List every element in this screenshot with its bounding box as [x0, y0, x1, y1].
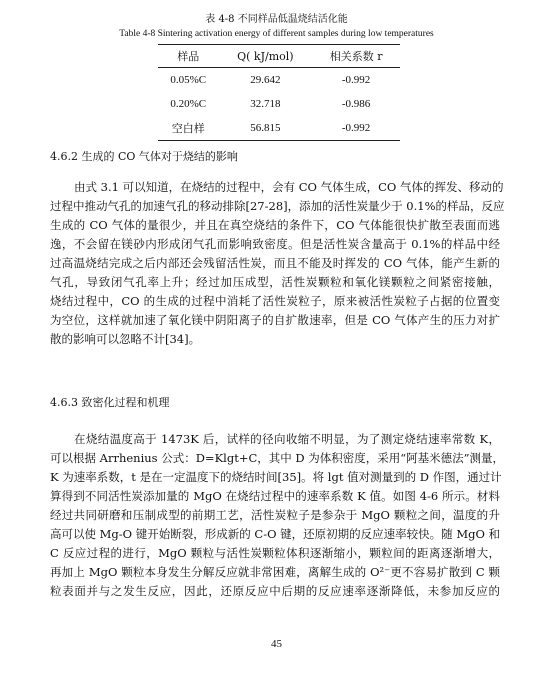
column-header-r: 相关系数 r [312, 45, 400, 68]
table-cell: 56.815 [250, 122, 281, 134]
table-cell: 32.718 [250, 98, 281, 110]
page-number: 45 [271, 638, 282, 650]
paragraph-line: 烧结过程中，CO 的生成的过程中消耗了活性炭粒子，原来被活性炭粒子占据的位置变 [50, 294, 500, 308]
paragraph-line: 为空位，这样就加速了氧化镁中阴阳离子的自扩散速率，但是 CO 气体产生的压力对扩 [50, 313, 500, 327]
table-cell: -0.986 [341, 98, 371, 110]
paragraph-line: 高可以使 Mg-O 键开始断裂，形成新的 C-O 键，还原初期的反应速率较快。随 MgO 和 [50, 527, 501, 541]
paragraph-line: 粒表面并与之发生反应，因此，还原反应中后期的反应速率逐渐降低，未参加反应的 [50, 584, 500, 598]
paragraph-line: 过高温烧结完成之后内部还会残留活性炭，而且不能及时挥发的 CO 气体，能产生新的 [50, 256, 500, 270]
table-cell: 0.05%C [170, 74, 207, 86]
paragraph-line: 生成的 CO 气体的量很少，并且在真空烧结的条件下，CO 气体能很快扩散至表面而逃 [50, 218, 500, 232]
table-cell: 29.642 [250, 74, 281, 86]
paragraph-line: K 为速率系数，t 是在一定温度下的烧结时间[35]。将 lgt 值对测量到的 D 作图，通过计 [50, 470, 502, 484]
table-cell: -0.992 [341, 122, 371, 134]
table-row [158, 92, 400, 116]
paragraph-line: 可以根据 Arrhenius 公式：D=Klgt+C，其中 D 为体积密度，采用“阿基米德法”测量， [50, 451, 505, 465]
paragraph-line: 气孔，导致闭气孔率上升；经过加压成型，活性炭颗粒和氧化镁颗粒之间紧密接触， [50, 275, 500, 289]
column-header-sample: 样品 [158, 45, 219, 68]
paragraph-line: 过程中推动气孔的加速气孔的移动排除[27-28]，添加的活性炭量少于 0.1%的样品，反应 [50, 199, 505, 213]
table-header-row [158, 45, 400, 68]
section-4-6-3-paragraph [50, 430, 505, 601]
table-row [158, 68, 400, 93]
paragraph-line: 在烧结温度高于 1473K 后，试样的径向收缩不明显，为了测定烧结速率常数 K， [74, 432, 500, 446]
table-caption-en: Table 4-8 Sintering activation energy of different samples during low temperatures [119, 29, 434, 39]
section-heading-4-6-2: 4.6.2 生成的 CO 气体对于烧结的影响 [50, 150, 238, 163]
paragraph-line: C 反应过程的进行，MgO 颗粒与活性炭颗粒体积逐渐缩小，颗粒间的距离逐渐增大， [50, 546, 500, 560]
paragraph-line: 经过共同研磨和压制成型的前期工艺，活性炭粒子是参杂于 MgO 颗粒之间，温度的升 [50, 508, 500, 522]
table-cell: 空白样 [171, 123, 205, 135]
column-header-q: Q( kJ/mol) [219, 45, 313, 68]
activation-energy-table [158, 44, 400, 141]
table-row [158, 116, 400, 141]
table-cell: -0.992 [341, 74, 371, 86]
section-4-6-2-paragraph [50, 178, 505, 349]
paragraph-line: 再加上 MgO 颗粒本身发生分解反应就非常困难，离解生成的 O²⁻更不容易扩散到 C 颗 [50, 565, 500, 579]
table-caption-cn: 表 4-8 不同样品低温烧结活化能 [205, 14, 348, 25]
paragraph-line: 算得到不同活性炭添加量的 MgO 在烧结过程中的速率系数 K 值。如图 4-6 所示。材料 [50, 489, 500, 503]
section-heading-4-6-3: 4.6.3 致密化过程和机理 [50, 396, 170, 409]
paragraph-line: 逸，不会留在镁砂内形成闭气孔而影响致密度。但是活性炭含量高于 0.1%的样品中经 [50, 237, 500, 251]
paragraph-line: 散的影响可以忽略不计[34]。 [50, 332, 201, 346]
paragraph-line: 由式 3.1 可以知道，在烧结的过程中，会有 CO 气体生成，CO 气体的挥发、移动的 [74, 180, 504, 194]
table-cell: 0.20%C [170, 98, 207, 110]
